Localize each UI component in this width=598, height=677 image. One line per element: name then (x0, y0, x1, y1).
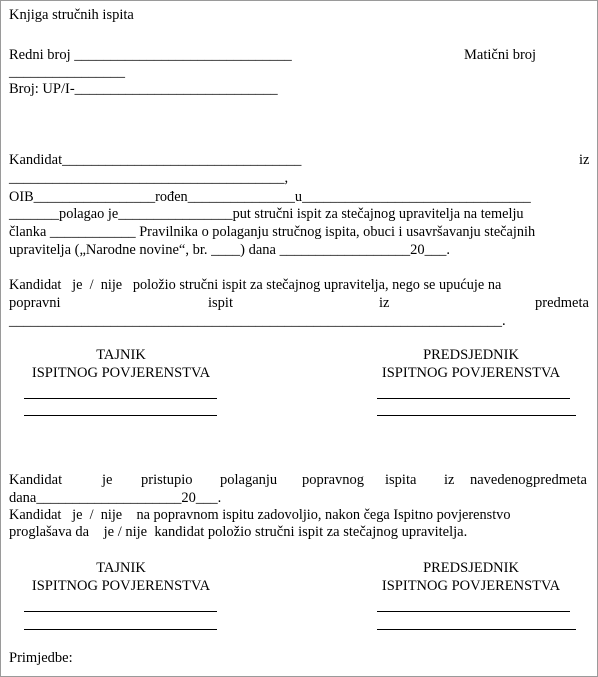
maticni-broj-underline: ________________ (9, 64, 125, 80)
subject-line: ____________________________________________________________________. (9, 313, 506, 329)
result-line: Kandidat je / nije položio stručni ispit za stečajnog upravitelja, nego se upućuje na (9, 277, 502, 293)
broj-field: Broj: UP/I-____________________________ (9, 81, 278, 97)
secretary-signature-line-2 (24, 415, 217, 416)
document-title: Knjiga stručnih ispita (9, 7, 134, 23)
gazette-date-line: upravitelja („Narodne novine“, br. ____) dana __________________20___. (9, 242, 450, 258)
repair-je: je (102, 472, 113, 488)
president-signature-line-2 (377, 415, 576, 416)
repair-navedenog: navedenog (470, 472, 533, 488)
secretary-signature-line-1 (24, 398, 217, 399)
repair-declaration-line: proglašava da je / nije kandidat položio stručni ispit za stečajnog upravitelja. (9, 524, 468, 540)
article-line: članka ____________ Pravilnika o polaganju stručnog ispita, obuci i usavršavanju stečajnih (9, 224, 536, 240)
secretary-title-2: TAJNIK (96, 560, 146, 576)
repair-kandidat: Kandidat (9, 472, 63, 488)
kandidat-field: Kandidat_________________________________ (9, 152, 302, 168)
kandidat-iz-label: iz (579, 152, 590, 168)
repair-pristupio: pristupio (141, 472, 193, 488)
secretary-committee: ISPITNOG POVJERENSTVA (31, 365, 211, 381)
attempt-line: _______polagao je________________put stručni ispit za stečajnog upravitelja na temelju (9, 206, 524, 222)
secretary-committee-2: ISPITNOG POVJERENSTVA (31, 578, 211, 594)
president-signature-line-4 (377, 629, 576, 630)
president-title-2: PREDSJEDNIK (423, 560, 519, 576)
remarks-label: Primjedbe: (9, 650, 73, 666)
repair-date-line: dana____________________20___. (9, 490, 222, 506)
repair-predmeta: predmeta (533, 472, 587, 488)
repair-iz: iz (444, 472, 455, 488)
result-popravni: popravni (9, 295, 61, 311)
president-signature-line-1 (377, 398, 570, 399)
repair-polaganju: polaganju (220, 472, 278, 488)
repair-popravnog: popravnog (302, 472, 365, 488)
result-iz: iz (379, 295, 390, 311)
president-signature-line-3 (377, 611, 570, 612)
secretary-signature-line-3 (24, 611, 217, 612)
president-committee-2: ISPITNOG POVJERENSTVA (381, 578, 561, 594)
redni-broj-field: Redni broj ______________________________ (9, 47, 292, 63)
secretary-title: TAJNIK (96, 347, 146, 363)
oib-born-line: OIB_________________rođen_______________u________________________________ (9, 189, 531, 205)
president-committee: ISPITNOG POVJERENSTVA (381, 365, 561, 381)
result-ispit: ispit (208, 295, 233, 311)
secretary-signature-line-4 (24, 629, 217, 630)
result-predmeta: predmeta (535, 295, 589, 311)
repair-ispita: ispita (385, 472, 417, 488)
repair-result-line: Kandidat je / nije na popravnom ispitu zadovoljio, nakon čega Ispitno povjerenstvo (9, 507, 511, 523)
kandidat-address-line: ______________________________________, (9, 170, 289, 186)
maticni-broj-label: Matični broj (464, 47, 537, 63)
president-title: PREDSJEDNIK (423, 347, 519, 363)
